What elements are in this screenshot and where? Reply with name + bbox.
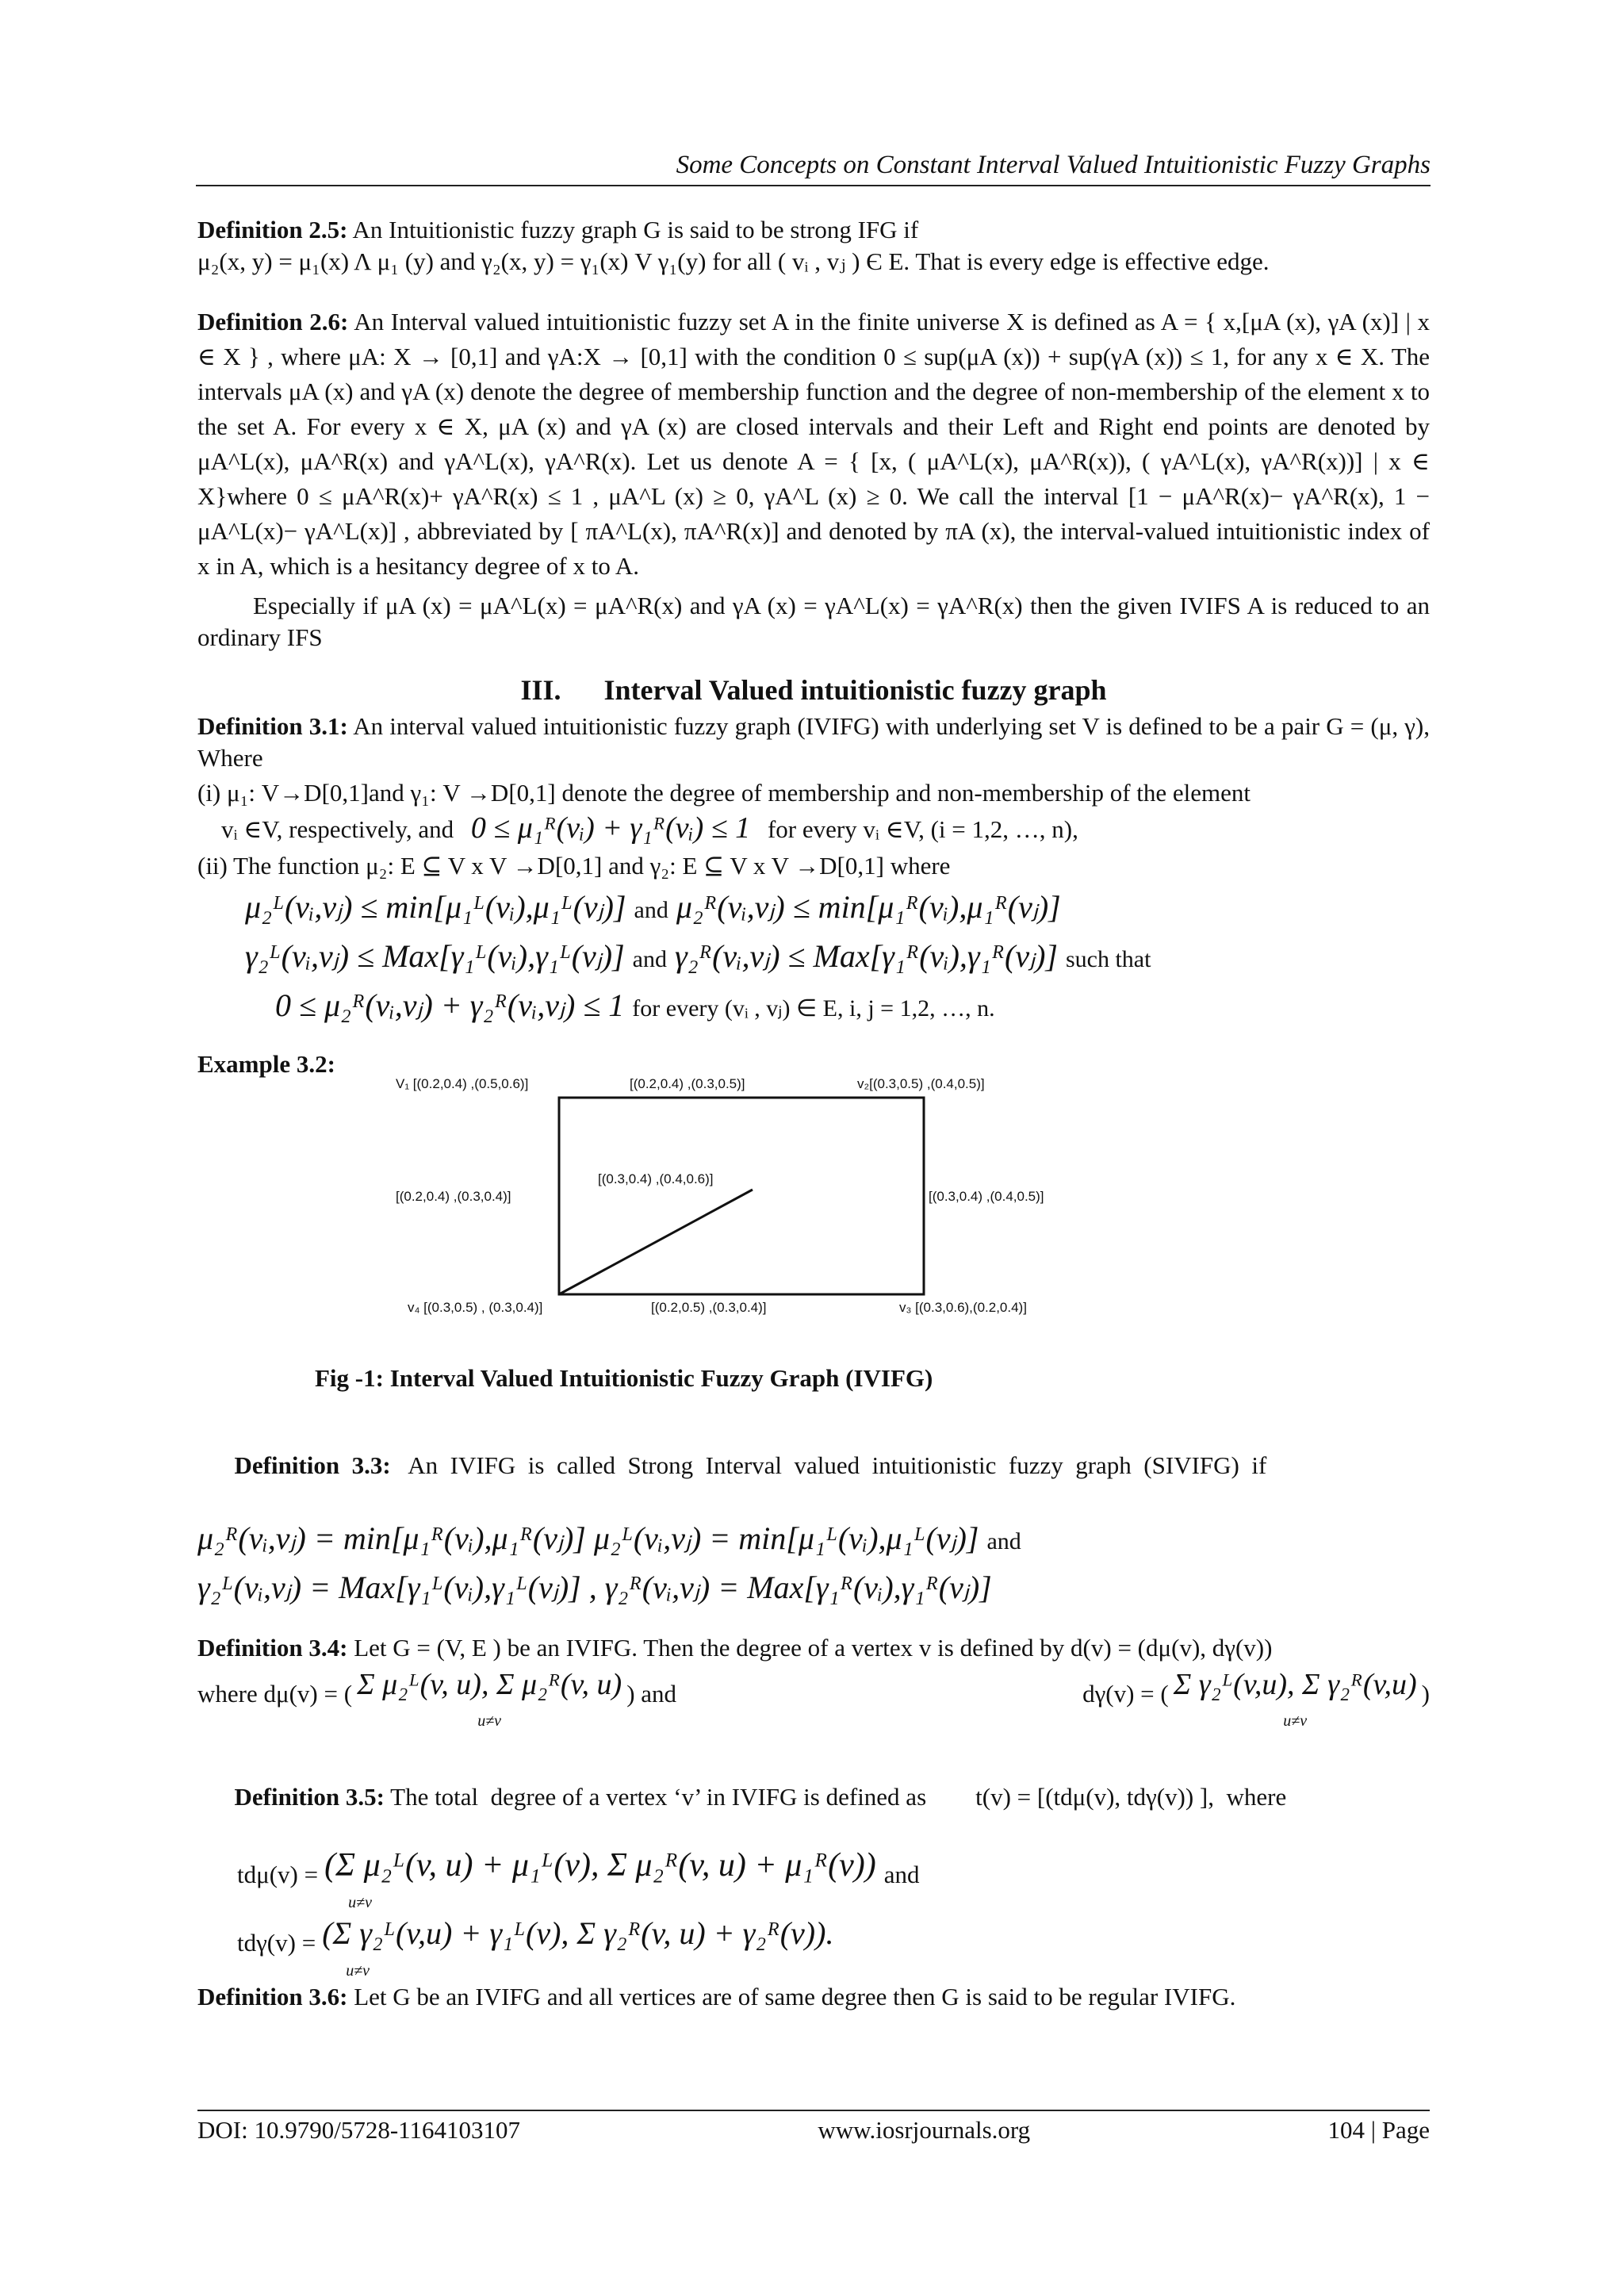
item-text: vᵢ ∈V, respectively, and bbox=[221, 815, 454, 843]
sum-subscript: u≠v bbox=[348, 1894, 372, 1911]
td-expr-gamma: (Σ γ₂ᴸ(v,u) + γ₁ᴸ(v), Σ γ₂ᴿ(v, u) + γ₂ᴿ(v)). bbox=[322, 1915, 834, 1951]
example-label: Example 3.2: bbox=[197, 1050, 335, 1078]
degree-expr-mu: Σ μ₂ᴸ(v, u), Σ μ₂ᴿ(v, u) bbox=[357, 1668, 622, 1701]
equation: γ₂ᴿ(vᵢ,vⱼ) ≤ Max[γ₁ᴿ(vᵢ),γ₁ᴿ(vⱼ)] bbox=[675, 938, 1058, 974]
definition-2-6-special bbox=[197, 590, 1430, 654]
definition-3-5 bbox=[197, 1750, 1430, 1981]
footer-site[interactable]: www.iosrjournals.org bbox=[818, 2116, 1031, 2144]
degree-text: ) bbox=[1421, 1680, 1430, 1708]
definition-text: The total degree of a vertex ‘v’ in IVIFG is defined as t(v) = [(tdμ(v), tdγ(v)) ], where bbox=[384, 1783, 1287, 1811]
edge-label-top: [(0.2,0.4) ,(0.3,0.5)] bbox=[630, 1076, 745, 1091]
definition-label: Definition 3.6: bbox=[197, 1983, 348, 2010]
sum-subscript: u≠v bbox=[346, 1962, 370, 1980]
td-expr-mu: (Σ μ₂ᴸ(v, u) + μ₁ᴸ(v), Σ μ₂ᴿ(v, u) + μ₁ᴿ(v)) bbox=[324, 1847, 876, 1884]
equation-line bbox=[245, 936, 1430, 980]
equation: 0 ≤ μ₁ᴿ(vᵢ) + γ₁ᴿ(vᵢ) ≤ 1 bbox=[470, 811, 751, 845]
vertex-label-v2: v₂[(0.3,0.5) ,(0.4,0.5)] bbox=[857, 1076, 985, 1091]
equation: μ₂ᴸ(vᵢ,vⱼ) ≤ min[μ₁ᴸ(vᵢ),μ₁ᴸ(vⱼ)] bbox=[245, 889, 626, 925]
definition-text: An Intuitionistic fuzzy graph G is said to be strong IFG if bbox=[347, 216, 919, 243]
definition-3-6 bbox=[197, 1981, 1430, 2013]
item-text: for every vᵢ ∈V, (i = 1,2, …, n), bbox=[767, 815, 1078, 843]
connector: and bbox=[634, 897, 668, 923]
td-tail: and bbox=[883, 1861, 920, 1888]
definition-text: An Interval valued intuitionistic fuzzy set A in the finite universe X is defined as A = { x,[μA (x), γA (x)] | x ∈ X } , where μA: X → [0,1] and γA:X → [0,1] with the condition 0 ≤ sup(μA (x)) + sup(γA (x)) ≤ 1, for any x ∈ X. The intervals μA (x) and γA (x) denote the degree of membership function and the degree of non-membership of the element x to the set A. For every x ∈ X, μA (x) and γA (x) are closed intervals and their Left and Right end points are denoted by μA^L(x), μA^R(x) and γA^L(x), γA^R(x). Let us denote A = { [x, ( μA^L(x), μA^R(x)), ( γA^L(x), γA^R(x))] | x ∈ X}where 0 ≤ μA^R(x)+ γA^R(x) ≤ 1 , μA^L (x) ≥ 0, γA^L (x) ≥ 0. We call the interval [1 − μA^R(x)− γA^R(x), 1 − μA^L(x)− γA^L(x)] , abbreviated by [ πA^L(x), πA^R(x)] and denoted by πA (x), the interval-valued intuitionistic index of x in A, which is a hesitancy degree of x to A. bbox=[197, 308, 1430, 580]
definition-label: Definition 3.4: bbox=[197, 1634, 348, 1662]
equation-line bbox=[245, 887, 1430, 931]
footer-page: 104 | Page bbox=[1327, 2116, 1430, 2144]
definition-3-1 bbox=[197, 711, 1430, 1029]
running-title: Some Concepts on Constant Interval Valued Intuitionistic Fuzzy Graphs bbox=[676, 151, 1431, 179]
equation-line bbox=[197, 1567, 1430, 1608]
definition-label: Definition 3.1: bbox=[197, 712, 348, 740]
running-header bbox=[196, 151, 1431, 186]
equation: γ₂ᴸ(vᵢ,vⱼ) ≤ Max[γ₁ᴸ(vᵢ),γ₁ᴸ(vⱼ)] bbox=[245, 938, 625, 974]
definition-3-3 bbox=[197, 1418, 1430, 1608]
definition-label: Definition 3.5: bbox=[234, 1783, 385, 1811]
edge-label-left: [(0.2,0.4) ,(0.3,0.4)] bbox=[396, 1189, 511, 1204]
definition-text: Let G be an IVIFG and all vertices are of same degree then G is said to be regular IVIFG. bbox=[347, 1983, 1236, 2010]
equation: μ₂ᴿ(vᵢ,vⱼ) ≤ min[μ₁ᴿ(vᵢ),μ₁ᴿ(vⱼ)] bbox=[676, 889, 1061, 925]
connector: for every (vᵢ , vⱼ) ∈ E, i, j = 1,2, …, n. bbox=[632, 995, 995, 1022]
edge-label-diagonal: [(0.3,0.4) ,(0.4,0.6)] bbox=[598, 1171, 714, 1186]
definition-label: Definition 3.3: bbox=[234, 1451, 391, 1479]
sum-subscript: u≠v bbox=[1283, 1712, 1308, 1730]
definition-3-4 bbox=[197, 1632, 1430, 1732]
footer-doi: DOI: 10.9790/5728-1164103107 bbox=[197, 2116, 520, 2144]
definition-text: μ₂(x, y) = μ₁(x) Λ μ₁ (y) and γ₂(x, y) = γ₁(x) V γ₁(y) for all ( vᵢ , vⱼ ) Є E. That is every edge is effective edge. bbox=[197, 247, 1270, 275]
degree-expr-gamma: Σ γ₂ᴸ(v,u), Σ γ₂ᴿ(v,u) bbox=[1173, 1668, 1417, 1701]
total-degree-mu bbox=[237, 1849, 1430, 1918]
item-i-cont bbox=[221, 812, 1430, 845]
definition-text: An interval valued intuitionistic fuzzy graph (IVIFG) with underlying set V is defined to be a pair G = (μ, γ), Where bbox=[197, 712, 1430, 772]
connector: such that bbox=[1065, 946, 1151, 972]
graph-figure bbox=[197, 1064, 1427, 1326]
example-3-2 bbox=[197, 1048, 1430, 1394]
definition-2-6 bbox=[197, 305, 1430, 584]
equation: γ₂ᴸ(vᵢ,vⱼ) = Max[γ₁ᴸ(vᵢ),γ₁ᴸ(vⱼ)] , γ₂ᴿ(vᵢ,vⱼ) = Max[γ₁ᴿ(vᵢ),γ₁ᴿ(vⱼ)] bbox=[197, 1570, 992, 1605]
item-ii: (ii) The function μ₂: E ⊆ V x V →D[0,1] and γ₂: E ⊆ V x V →D[0,1] where bbox=[197, 852, 951, 880]
vertex-label-v3: v₃ [(0.3,0.6),(0.2,0.4)] bbox=[899, 1300, 1027, 1315]
vertex-label-v4: v₄ [(0.3,0.5) , (0.3,0.4)] bbox=[408, 1300, 543, 1315]
edge-label-right: [(0.3,0.4) ,(0.4,0.5)] bbox=[929, 1189, 1044, 1204]
equation-line bbox=[197, 1518, 1430, 1562]
definition-text: Let G = (V, E ) be an IVIFG. Then the degree of a vertex v is defined by d(v) = (dμ(v), dγ(v)) bbox=[347, 1634, 1273, 1662]
edge-label-bottom: [(0.2,0.5) ,(0.3,0.4)] bbox=[651, 1300, 767, 1315]
td-label: tdμ(v) = bbox=[237, 1861, 319, 1888]
item-i: (i) μ₁: V→D[0,1]and γ₁: V →D[0,1] denote the degree of membership and non-membership of the element bbox=[197, 779, 1251, 807]
vertex-label-v1: V₁ [(0.2,0.4) ,(0.5,0.6)] bbox=[396, 1076, 529, 1091]
definition-text: Especially if μA (x) = μA^L(x) = μA^R(x) and γA (x) = γA^L(x) = γA^R(x) then the given IVIFS A is reduced to an ordinary IFS bbox=[197, 592, 1430, 651]
equation: 0 ≤ μ₂ᴿ(vᵢ,vⱼ) + γ₂ᴿ(vᵢ,vⱼ) ≤ 1 bbox=[275, 987, 625, 1023]
degree-text: ) and bbox=[626, 1680, 677, 1708]
definition-2-5 bbox=[197, 214, 1430, 278]
page-footer bbox=[197, 2110, 1430, 2145]
definition-label: Definition 2.6: bbox=[197, 308, 349, 335]
connector: and bbox=[986, 1528, 1021, 1554]
sum-subscript: u≠v bbox=[477, 1712, 502, 1730]
figure-1 bbox=[197, 1076, 1430, 1358]
connector: and bbox=[632, 946, 667, 972]
total-degree-gamma bbox=[237, 1915, 1430, 1981]
degree-line bbox=[197, 1669, 1430, 1732]
equation: μ₂ᴿ(vᵢ,vⱼ) = min[μ₁ᴿ(vᵢ),μ₁ᴿ(vⱼ)] μ₂ᴸ(vᵢ,vⱼ) = min[μ₁ᴸ(vᵢ),μ₁ᴸ(vⱼ)] bbox=[197, 1520, 979, 1556]
td-label: tdγ(v) = bbox=[237, 1929, 316, 1957]
degree-text: where dμ(v) = ( bbox=[197, 1680, 353, 1708]
equation-line bbox=[275, 985, 1430, 1029]
figure-caption: Fig -1: Interval Valued Intuitionistic Fuzzy Graph (IVIFG) bbox=[315, 1364, 933, 1392]
graph-edge-diagonal bbox=[559, 1190, 753, 1294]
degree-text: dγ(v) = ( bbox=[1082, 1680, 1169, 1708]
definition-label: Definition 2.5: bbox=[197, 216, 348, 243]
section-title: III. Interval Valued intuitionistic fuzzy graph bbox=[520, 674, 1107, 706]
page-content bbox=[197, 214, 1430, 2013]
definition-text: An IVIFG is called Strong Interval valued intuitionistic fuzzy graph (SIVIFG) if bbox=[390, 1451, 1267, 1479]
